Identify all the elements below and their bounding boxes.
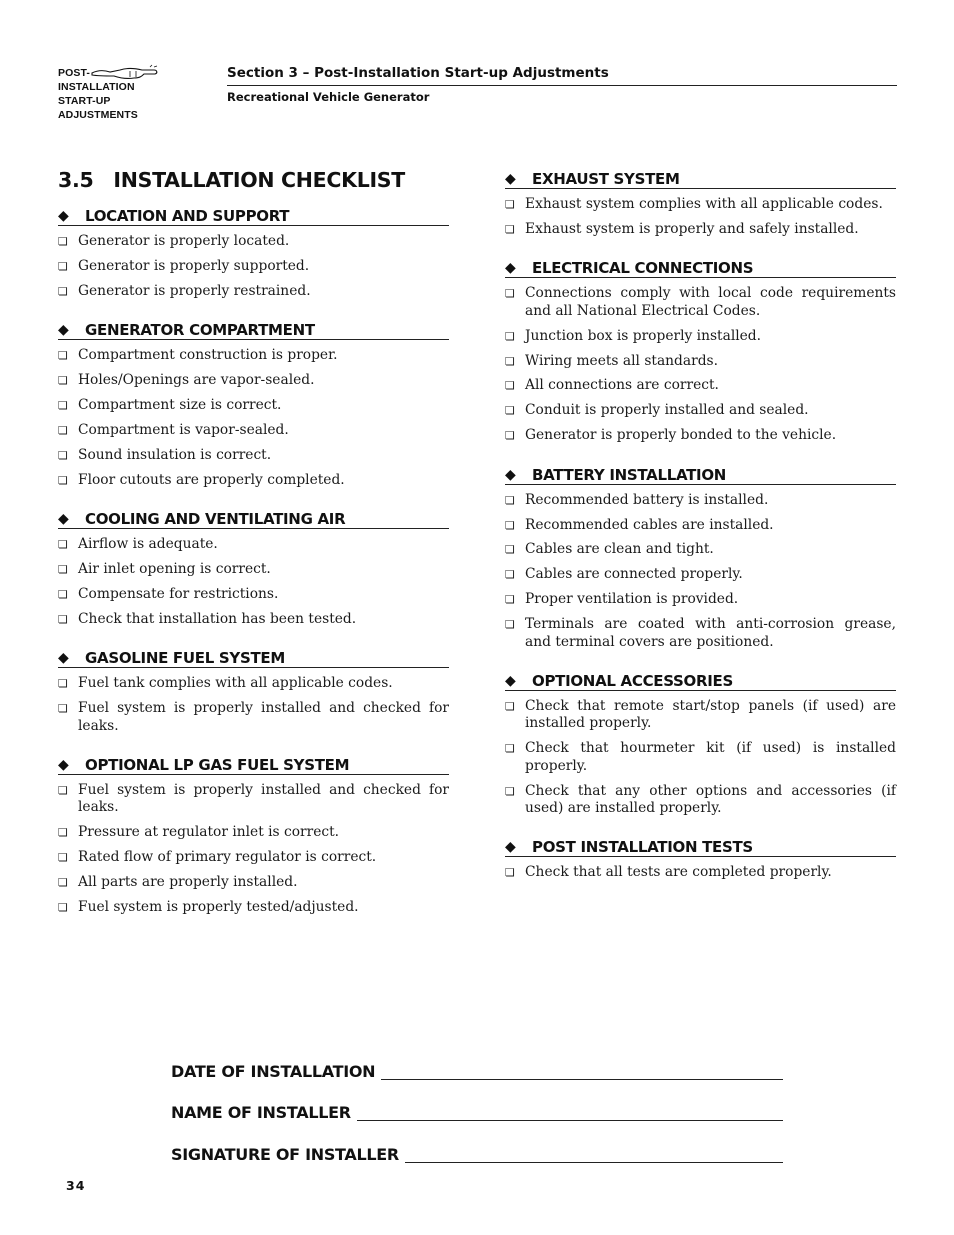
- section-heading: [58, 318, 449, 340]
- checklist-item[interactable]: [505, 196, 896, 213]
- section-logo: [58, 66, 168, 122]
- checklist-item-text: Fuel system is properly installed and checked for leaks.: [78, 700, 449, 734]
- name-of-installer-label: NAME OF INSTALLER: [171, 1103, 351, 1122]
- checklist-item-text: Rated flow of primary regulator is correct.: [78, 849, 377, 866]
- checkbox-icon[interactable]: ❏: [58, 702, 68, 716]
- checkbox-icon[interactable]: ❏: [505, 543, 515, 557]
- checklist-item[interactable]: [505, 864, 896, 881]
- section-heading: [505, 256, 896, 278]
- diamond-icon: ◆: [58, 208, 69, 224]
- checkbox-icon[interactable]: ❏: [58, 374, 68, 388]
- checklist-item-text: Sound insulation is correct.: [78, 446, 272, 463]
- checkbox-icon[interactable]: ❏: [505, 354, 515, 368]
- checkbox-icon[interactable]: ❏: [58, 876, 68, 890]
- checklist-item-text: Air inlet opening is correct.: [78, 561, 271, 578]
- section-heading: [505, 463, 896, 485]
- checkbox-icon[interactable]: ❏: [505, 700, 515, 713]
- checkbox-icon[interactable]: ❏: [58, 587, 68, 601]
- section-heading-text: EXHAUST SYSTEM: [532, 170, 680, 188]
- checkbox-icon[interactable]: ❏: [505, 518, 515, 532]
- section-heading-text: COOLING AND VENTILATING AIR: [85, 510, 346, 529]
- checklist-item[interactable]: [58, 611, 449, 628]
- section-heading: [58, 646, 449, 668]
- checkbox-icon[interactable]: ❏: [505, 866, 515, 880]
- pointing-hand-icon: [90, 64, 160, 82]
- date-of-installation-line[interactable]: [381, 1079, 783, 1080]
- checklist-item-text: All connections are correct.: [525, 377, 719, 394]
- checkbox-icon[interactable]: ❏: [58, 235, 68, 248]
- checkbox-icon[interactable]: ❏: [505, 493, 515, 507]
- checklist-item-text: Junction box is properly installed.: [525, 327, 762, 344]
- checklist-section: [58, 646, 449, 735]
- checklist-item-text: Pressure at regulator inlet is correct.: [78, 824, 340, 841]
- section-heading: [58, 507, 449, 529]
- checkbox-icon[interactable]: ❏: [58, 538, 68, 552]
- checklist-item-text: Check that any other options and accessories (if used) are installed properly.: [525, 782, 896, 817]
- checklist-section: [505, 167, 896, 238]
- checklist-item-text: Cables are connected properly.: [525, 566, 743, 583]
- checklist-item[interactable]: [58, 283, 449, 300]
- left-checklist-column: [58, 204, 449, 934]
- checklist-item[interactable]: [58, 899, 449, 916]
- date-of-installation-field[interactable]: [171, 1062, 783, 1082]
- checklist-item-text: Check that installation has been tested.: [78, 610, 357, 627]
- checkbox-icon[interactable]: ❏: [505, 329, 515, 343]
- section-heading-text: LOCATION AND SUPPORT: [85, 207, 290, 225]
- checklist-item-text: Cables are clean and tight.: [525, 541, 714, 558]
- checkbox-icon[interactable]: ❏: [505, 568, 515, 582]
- page-title: [58, 168, 405, 192]
- checklist-item[interactable]: [58, 824, 449, 841]
- checkbox-icon[interactable]: ❏: [58, 349, 68, 363]
- checklist-item-text: Generator is properly located.: [78, 233, 290, 249]
- section-number: 3.5: [58, 168, 94, 192]
- checklist-item-text: Connections comply with local code requirements and all National Electrical Codes.: [525, 285, 896, 319]
- checkbox-icon[interactable]: ❏: [58, 284, 68, 298]
- checkbox-icon[interactable]: ❏: [505, 222, 515, 236]
- checklist-item[interactable]: [505, 591, 896, 608]
- page-number: 34: [66, 1178, 86, 1193]
- checklist-item-text: Wiring meets all standards.: [525, 352, 719, 369]
- section-heading-text: OPTIONAL ACCESSORIES: [532, 672, 733, 690]
- checklist-item[interactable]: [58, 700, 449, 735]
- header-section-title: Section 3 – Post-Installation Start-up Adjustments: [227, 65, 609, 81]
- right-checklist-column: [505, 167, 896, 900]
- logo-line: POST-: [58, 67, 91, 79]
- checklist-item[interactable]: [505, 616, 896, 651]
- diamond-icon: ◆: [505, 260, 516, 277]
- diamond-icon: ◆: [58, 757, 69, 773]
- signature-of-installer-line[interactable]: [405, 1162, 783, 1163]
- checklist-section: [58, 753, 449, 916]
- date-of-installation-label: DATE OF INSTALLATION: [171, 1062, 376, 1081]
- checklist-item[interactable]: [505, 492, 896, 509]
- diamond-icon: ◆: [58, 511, 69, 528]
- checkbox-icon[interactable]: ❏: [505, 379, 515, 393]
- section-heading-text: OPTIONAL LP GAS FUEL SYSTEM: [85, 756, 350, 774]
- header-subtitle: Recreational Vehicle Generator: [227, 90, 430, 104]
- checkbox-icon[interactable]: ❏: [505, 429, 515, 443]
- checkbox-icon[interactable]: ❏: [58, 399, 68, 413]
- checklist-item[interactable]: [505, 353, 896, 370]
- logo-line: INSTALLATION: [58, 81, 135, 93]
- checklist-section: [505, 463, 896, 651]
- checklist-item-text: Airflow is adequate.: [78, 536, 218, 553]
- checkbox-icon[interactable]: ❏: [505, 287, 515, 301]
- checklist-item-text: All parts are properly installed.: [78, 874, 298, 891]
- section-heading: [505, 167, 896, 189]
- checklist-item-text: Generator is properly restrained.: [78, 282, 311, 299]
- section-heading: [58, 204, 449, 226]
- section-heading-text: POST INSTALLATION TESTS: [532, 838, 753, 857]
- signature-of-installer-field[interactable]: [171, 1145, 783, 1165]
- checklist-item[interactable]: [505, 541, 896, 558]
- checkbox-icon[interactable]: ❏: [58, 612, 68, 626]
- checkbox-icon[interactable]: ❏: [58, 784, 68, 797]
- checklist-item[interactable]: [58, 258, 449, 275]
- logo-line: START-UP: [58, 95, 111, 107]
- signature-of-installer-label: SIGNATURE OF INSTALLER: [171, 1145, 399, 1164]
- checkbox-icon[interactable]: ❏: [505, 198, 515, 211]
- checklist-item[interactable]: [505, 698, 896, 733]
- checklist-item[interactable]: [58, 874, 449, 891]
- checklist-item-text: Check that all tests are completed properly.: [525, 864, 832, 881]
- checklist-item-text: Exhaust system is properly and safely installed.: [525, 220, 859, 237]
- checklist-item[interactable]: [58, 586, 449, 603]
- checklist-item[interactable]: [58, 447, 449, 464]
- checkbox-icon[interactable]: ❏: [58, 423, 68, 437]
- checklist-item[interactable]: [58, 372, 449, 389]
- section-heading-text: GENERATOR COMPARTMENT: [85, 321, 315, 340]
- checklist-item[interactable]: [505, 285, 896, 320]
- checkbox-icon[interactable]: ❏: [58, 851, 68, 865]
- checkbox-icon[interactable]: ❏: [58, 259, 68, 273]
- checklist-item[interactable]: [58, 849, 449, 866]
- checklist-item-text: Fuel system is properly tested/adjusted.: [78, 899, 359, 916]
- checklist-item-text: Fuel system is properly installed and checked for leaks.: [78, 782, 449, 816]
- checklist-item-text: Exhaust system complies with all applicable codes.: [525, 196, 883, 212]
- section-heading-text: BATTERY INSTALLATION: [532, 465, 727, 484]
- checklist-item-text: Holes/Openings are vapor-sealed.: [78, 372, 315, 389]
- checklist-item-text: Conduit is properly installed and sealed.: [525, 402, 809, 419]
- checklist-item[interactable]: [505, 402, 896, 419]
- checklist-item[interactable]: [58, 782, 449, 817]
- checklist-item-text: Generator is properly supported.: [78, 257, 310, 274]
- section-heading: [58, 753, 449, 775]
- checklist-item[interactable]: [58, 561, 449, 578]
- checkbox-icon[interactable]: ❏: [58, 473, 68, 487]
- checklist-item[interactable]: [505, 783, 896, 818]
- checklist-item[interactable]: [58, 397, 449, 414]
- checkbox-icon[interactable]: ❏: [505, 618, 515, 632]
- checklist-item-text: Compartment is vapor-sealed.: [78, 421, 289, 438]
- checklist-item-text: Fuel tank complies with all applicable codes.: [78, 675, 393, 692]
- checklist-item[interactable]: [505, 377, 896, 394]
- checklist-section: [505, 669, 896, 817]
- checkbox-icon[interactable]: ❏: [505, 742, 515, 756]
- checklist-section: [58, 507, 449, 628]
- checkbox-icon[interactable]: ❏: [58, 563, 68, 577]
- checklist-item-text: Recommended battery is installed.: [525, 491, 769, 508]
- checklist-item-text: Proper ventilation is provided.: [525, 591, 739, 608]
- header-divider: [227, 85, 897, 86]
- checklist-section: [505, 256, 896, 444]
- section-title: INSTALLATION CHECKLIST: [113, 168, 405, 192]
- section-heading: [505, 835, 896, 857]
- name-of-installer-line[interactable]: [357, 1120, 783, 1121]
- checklist-item[interactable]: [505, 221, 896, 238]
- checklist-item-text: Generator is properly bonded to the vehicle.: [525, 427, 837, 444]
- section-heading-text: GASOLINE FUEL SYSTEM: [85, 649, 285, 668]
- checkbox-icon[interactable]: ❏: [58, 826, 68, 840]
- checkbox-icon[interactable]: ❏: [505, 593, 515, 607]
- checklist-item[interactable]: [58, 233, 449, 250]
- diamond-icon: ◆: [58, 322, 69, 339]
- name-of-installer-field[interactable]: [171, 1103, 783, 1123]
- checklist-item-text: Floor cutouts are properly completed.: [78, 471, 345, 488]
- checklist-item[interactable]: [58, 422, 449, 439]
- checklist-item-text: Compensate for restrictions.: [78, 585, 279, 602]
- checkbox-icon[interactable]: ❏: [58, 677, 68, 691]
- checklist-item[interactable]: [58, 347, 449, 364]
- checklist-item[interactable]: [505, 517, 896, 534]
- logo-line: ADJUSTMENTS: [58, 109, 138, 121]
- checklist-item-text: Check that remote start/stop panels (if used) are installed properly.: [525, 698, 896, 732]
- section-heading-text: ELECTRICAL CONNECTIONS: [532, 259, 754, 278]
- checklist-item[interactable]: [505, 566, 896, 583]
- checklist-item-text: Recommended cables are installed.: [525, 516, 774, 533]
- checklist-item[interactable]: [58, 675, 449, 692]
- checklist-item[interactable]: [58, 472, 449, 489]
- checklist-item[interactable]: [505, 328, 896, 345]
- checklist-item[interactable]: [505, 740, 896, 775]
- checkbox-icon[interactable]: ❏: [505, 784, 515, 798]
- checkbox-icon[interactable]: ❏: [505, 404, 515, 418]
- section-heading: [505, 669, 896, 691]
- checklist-section: [505, 835, 896, 881]
- diamond-icon: ◆: [505, 673, 516, 689]
- diamond-icon: ◆: [505, 466, 516, 483]
- checkbox-icon[interactable]: ❏: [58, 448, 68, 462]
- checklist-section: [58, 318, 449, 489]
- checklist-item-text: Compartment size is correct.: [78, 397, 282, 414]
- checklist-item[interactable]: [505, 427, 896, 444]
- checklist-item-text: Check that hourmeter kit (if used) is installed properly.: [525, 740, 896, 774]
- diamond-icon: ◆: [58, 650, 69, 667]
- checklist-item[interactable]: [58, 536, 449, 553]
- diamond-icon: ◆: [505, 171, 516, 187]
- checklist-item-text: Compartment construction is proper.: [78, 347, 338, 364]
- checkbox-icon[interactable]: ❏: [58, 901, 68, 915]
- diamond-icon: ◆: [505, 839, 516, 856]
- checklist-section: [58, 204, 449, 300]
- checklist-item-text: Terminals are coated with anti-corrosion grease, and terminal covers are positioned.: [525, 616, 896, 650]
